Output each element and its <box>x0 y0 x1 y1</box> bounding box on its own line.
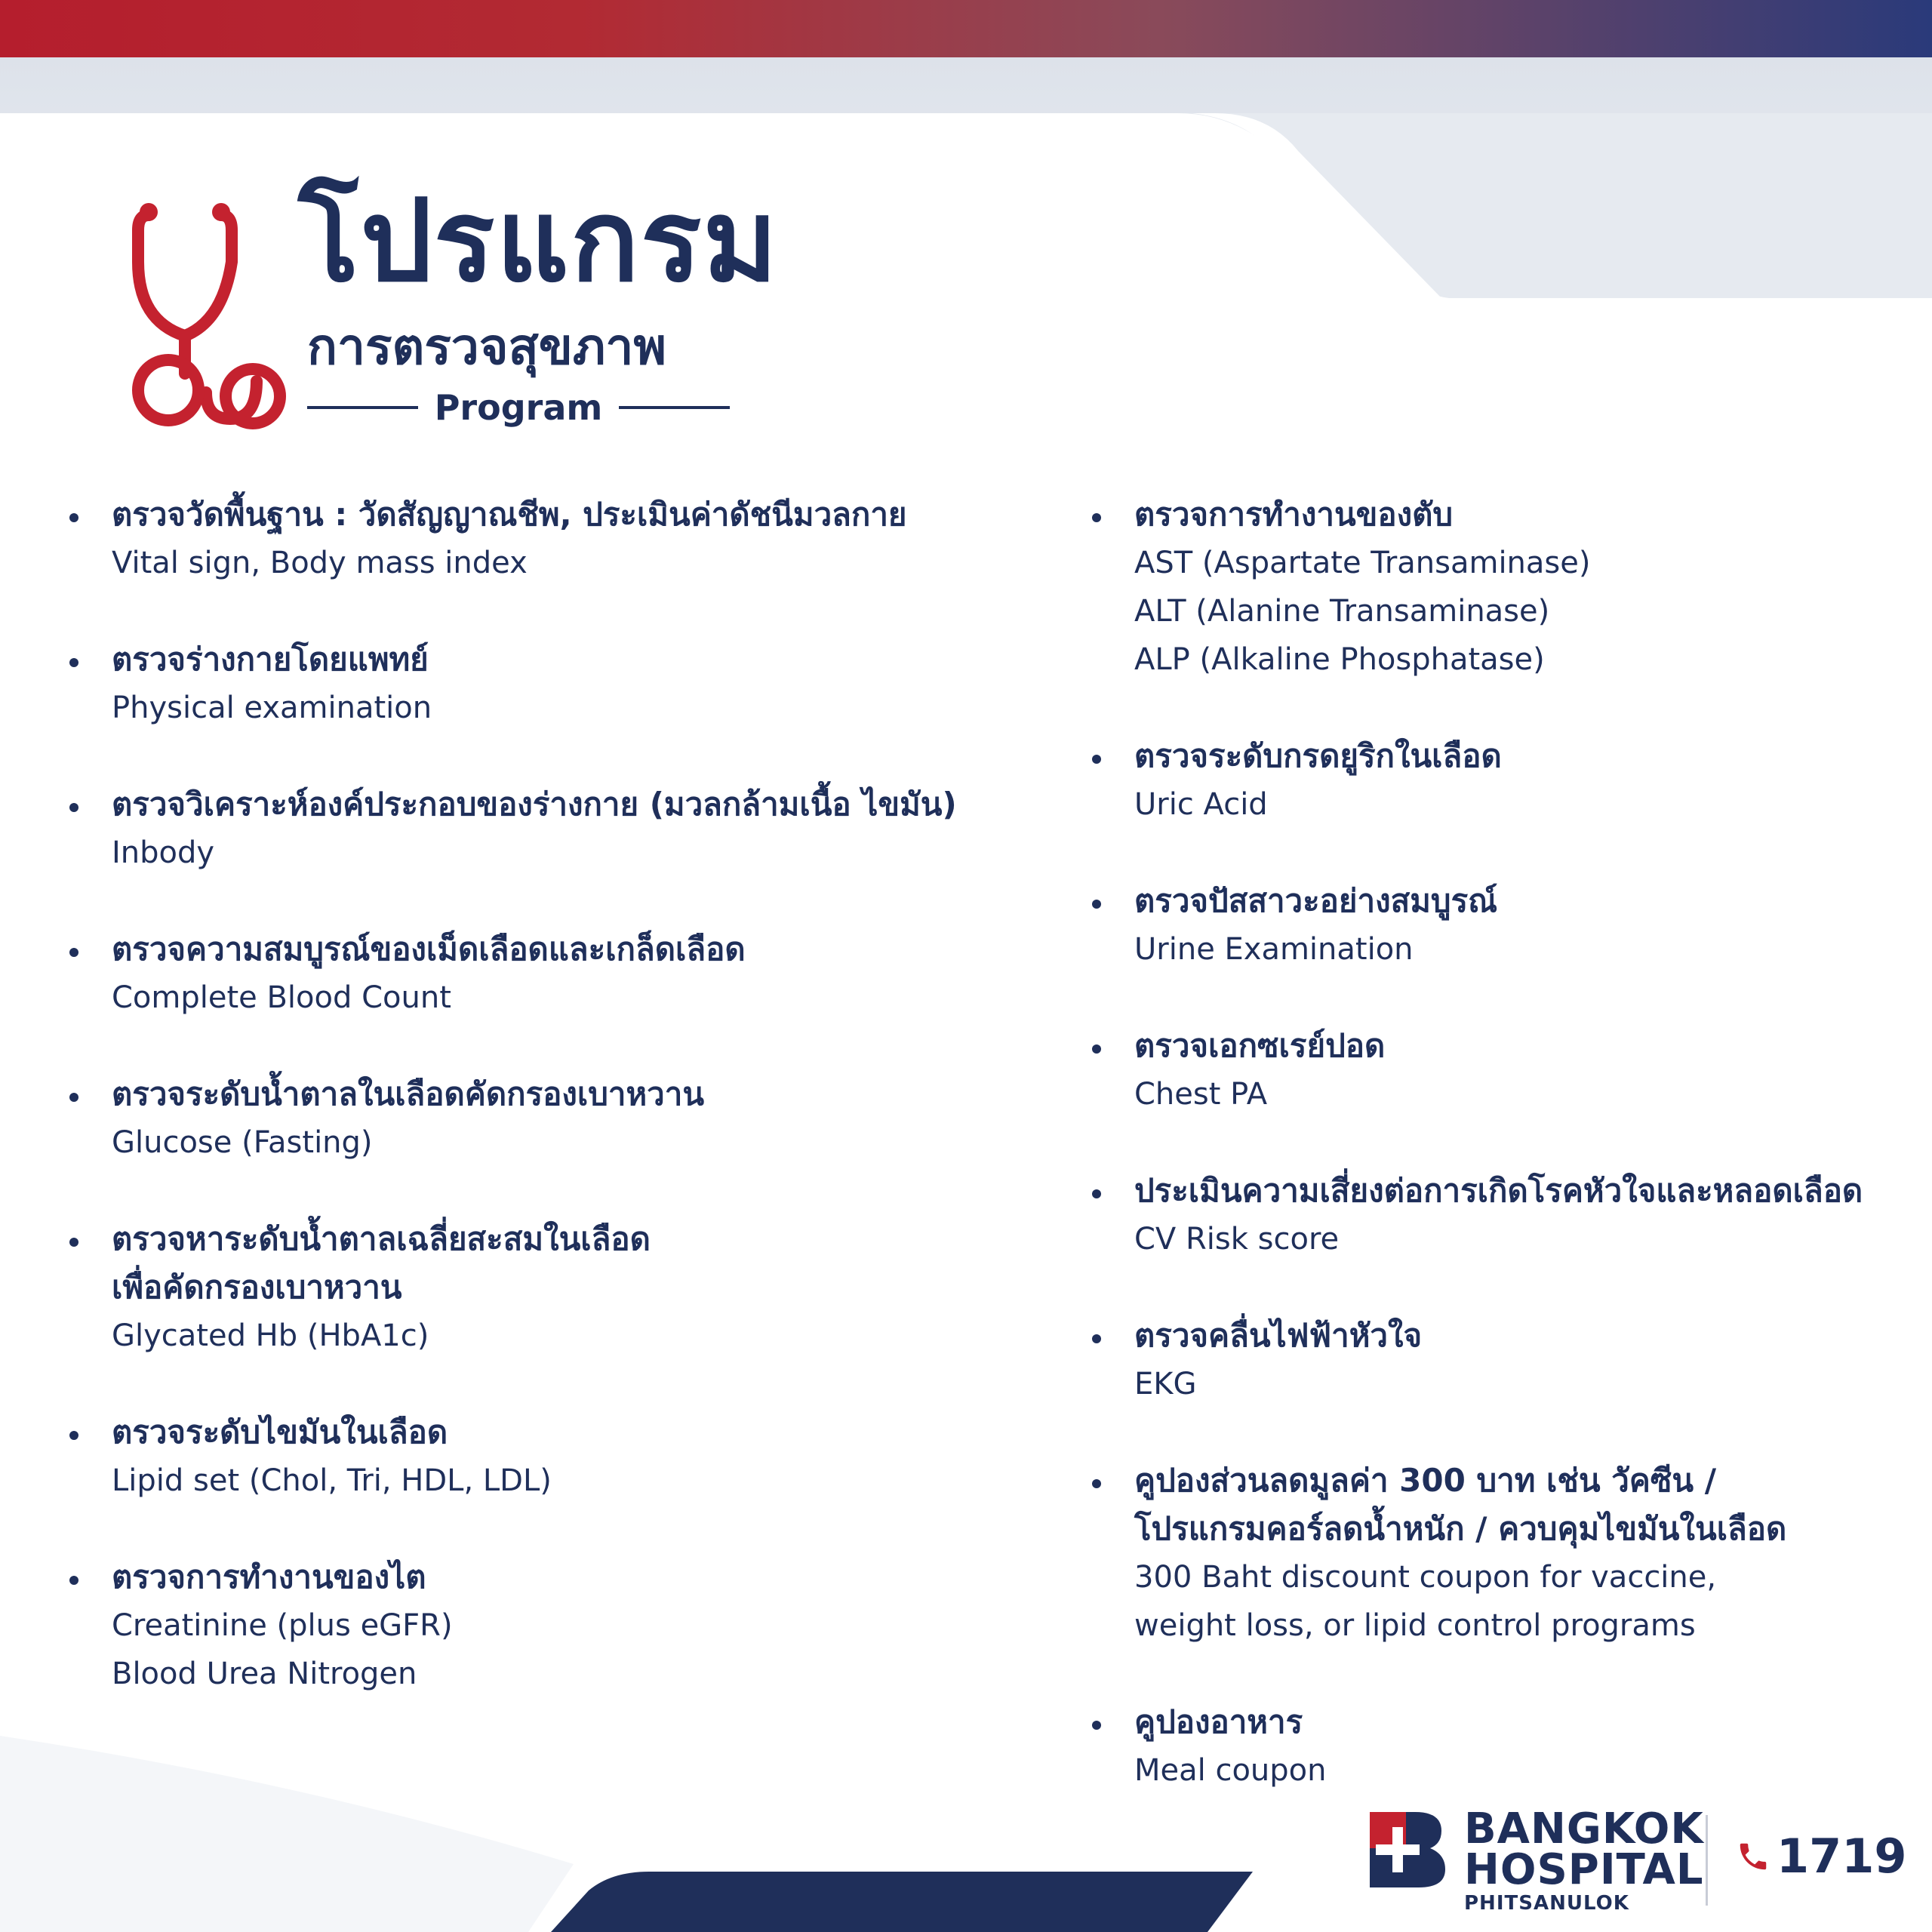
checkup-item-thai: ตรวจปัสสาวะอย่างสมบูรณ์ <box>1134 882 1498 919</box>
bullet-icon <box>69 803 78 812</box>
divider-line <box>619 406 730 409</box>
checkup-item-english: Vital sign, Body mass index <box>112 546 528 580</box>
bullet-icon <box>69 1576 78 1585</box>
program-title <box>132 176 780 434</box>
bullet-icon <box>69 1093 78 1102</box>
right-checkup-list <box>1083 491 1921 1843</box>
checkup-item <box>60 491 1041 587</box>
checkup-item-english: AST (Aspartate Transaminase) <box>1134 546 1591 580</box>
checkup-item <box>60 1215 1041 1360</box>
bullet-icon <box>69 1238 78 1247</box>
checkup-item-english: weight loss, or lipid control programs <box>1134 1608 1696 1643</box>
bullet-icon <box>1092 1044 1101 1054</box>
checkup-item-thai: ตรวจการทำงานของไต <box>112 1558 426 1595</box>
checkup-item-english: Inbody <box>112 835 215 870</box>
footer-divider <box>1706 1815 1708 1906</box>
checkup-item <box>1083 1312 1921 1408</box>
bullet-icon <box>1092 1189 1101 1198</box>
checkup-item-thai: เพื่อคัดกรองเบาหวาน <box>112 1269 402 1306</box>
checkup-item <box>1083 1022 1921 1118</box>
checkup-item-thai: ตรวจร่างกายโดยแพทย์ <box>112 641 429 678</box>
checkup-item-english: Creatinine (plus eGFR) <box>112 1608 453 1643</box>
checkup-item-thai: ตรวจหาระดับน้ำตาลเฉลี่ยสะสมในเลือด <box>112 1220 651 1257</box>
bullet-icon <box>69 513 78 522</box>
checkup-item-english: Chest PA <box>1134 1077 1268 1112</box>
hotline[interactable] <box>1736 1829 1907 1884</box>
checkup-item <box>1083 877 1921 974</box>
phone-icon <box>1736 1839 1770 1874</box>
subtitle-english-row <box>307 385 730 430</box>
checkup-item-english: Uric Acid <box>1134 787 1268 822</box>
checkup-item-thai: คูปองอาหาร <box>1134 1703 1303 1740</box>
checkup-item <box>60 925 1041 1022</box>
checkup-item-english: ALT (Alanine Transaminase) <box>1134 594 1550 629</box>
bullet-icon <box>1092 1334 1101 1343</box>
bullet-icon <box>69 1431 78 1440</box>
checkup-item <box>60 1553 1041 1698</box>
brand-line-2: HOSPITAL <box>1464 1845 1704 1894</box>
bullet-icon <box>1092 1721 1101 1730</box>
bullet-icon <box>1092 755 1101 764</box>
checkup-item-thai: ตรวจระดับน้ำตาลในเลือดคัดกรองเบาหวาน <box>112 1075 705 1112</box>
bullet-icon <box>1092 513 1101 522</box>
checkup-item-thai: ตรวจระดับกรดยูริกในเลือด <box>1134 737 1502 774</box>
title-thai: โปรแกรม <box>298 176 780 307</box>
checkup-item-thai: ตรวจวัดพื้นฐาน : วัดสัญญาณชีพ, ประเมินค่าดัชนีมวลกาย <box>112 496 907 533</box>
brand-branch: PHITSANULOK <box>1464 1892 1629 1915</box>
checkup-item-english: Lipid set (Chol, Tri, HDL, LDL) <box>112 1463 552 1498</box>
checkup-item <box>60 1070 1041 1167</box>
phone-number: 1719 <box>1777 1829 1907 1884</box>
subtitle-thai: การตรวจสุขภาพ <box>307 318 666 376</box>
left-checkup-list <box>60 491 1041 1746</box>
checkup-item-english: Glycated Hb (HbA1c) <box>112 1318 429 1353</box>
checkup-item <box>1083 732 1921 829</box>
footer-brand <box>1370 1804 1907 1921</box>
checkup-item-english: Meal coupon <box>1134 1753 1327 1788</box>
checkup-item <box>60 635 1041 732</box>
brand-line-1: BANGKOK <box>1464 1804 1704 1854</box>
checkup-item-thai: ตรวจคลื่นไฟฟ้าหัวใจ <box>1134 1317 1423 1354</box>
checkup-item-english: 300 Baht discount coupon for vaccine, <box>1134 1560 1717 1595</box>
checkup-item-english: Glucose (Fasting) <box>112 1125 373 1160</box>
checkup-item-english: Complete Blood Count <box>112 980 451 1015</box>
checkup-item-english: ALP (Alkaline Phosphatase) <box>1134 642 1545 677</box>
checkup-item-thai: ตรวจความสมบูรณ์ของเม็ดเลือดและเกล็ดเลือด <box>112 931 746 968</box>
checkup-item-english: EKG <box>1134 1367 1197 1401</box>
checkup-item-english: Urine Examination <box>1134 932 1414 967</box>
bullet-icon <box>69 948 78 957</box>
checkup-item-thai: โปรแกรมคอร์ลดน้ำหนัก / ควบคุมไขมันในเลือด <box>1134 1510 1787 1547</box>
subtitle-english: Program <box>434 387 603 428</box>
checkup-item <box>1083 1167 1921 1263</box>
checkup-item <box>60 1408 1041 1505</box>
checkup-item-english: Physical examination <box>112 691 432 725</box>
checkup-item-thai: คูปองส่วนลดมูลค่า 300 บาท เช่น วัคซีน / <box>1134 1462 1717 1499</box>
checkup-item <box>1083 491 1921 684</box>
brand-name <box>1464 1804 1704 1894</box>
checkup-item-thai: ตรวจวิเคราะห์องค์ประกอบของร่างกาย (มวลกล้ามเนื้อ ไขมัน) <box>112 786 957 823</box>
bullet-icon <box>1092 1479 1101 1488</box>
checkup-item-thai: ตรวจเอกซเรย์ปอด <box>1134 1027 1386 1064</box>
stethoscope-icon <box>132 192 291 441</box>
bullet-icon <box>69 658 78 667</box>
checkup-item-thai: ตรวจระดับไขมันในเลือด <box>112 1414 448 1451</box>
checkup-item-english: CV Risk score <box>1134 1222 1340 1257</box>
divider-line <box>307 406 418 409</box>
checkup-item-thai: ตรวจการทำงานของตับ <box>1134 496 1454 533</box>
bangkok-hospital-logo <box>1370 1812 1445 1887</box>
bullet-icon <box>1092 900 1101 909</box>
checkup-item <box>1083 1698 1921 1795</box>
checkup-item <box>60 780 1041 877</box>
checkup-item <box>1083 1457 1921 1650</box>
checkup-item-english: Blood Urea Nitrogen <box>112 1657 417 1691</box>
checkup-item-thai: ประเมินความเสี่ยงต่อการเกิดโรคหัวใจและหลอดเลือด <box>1134 1172 1863 1209</box>
